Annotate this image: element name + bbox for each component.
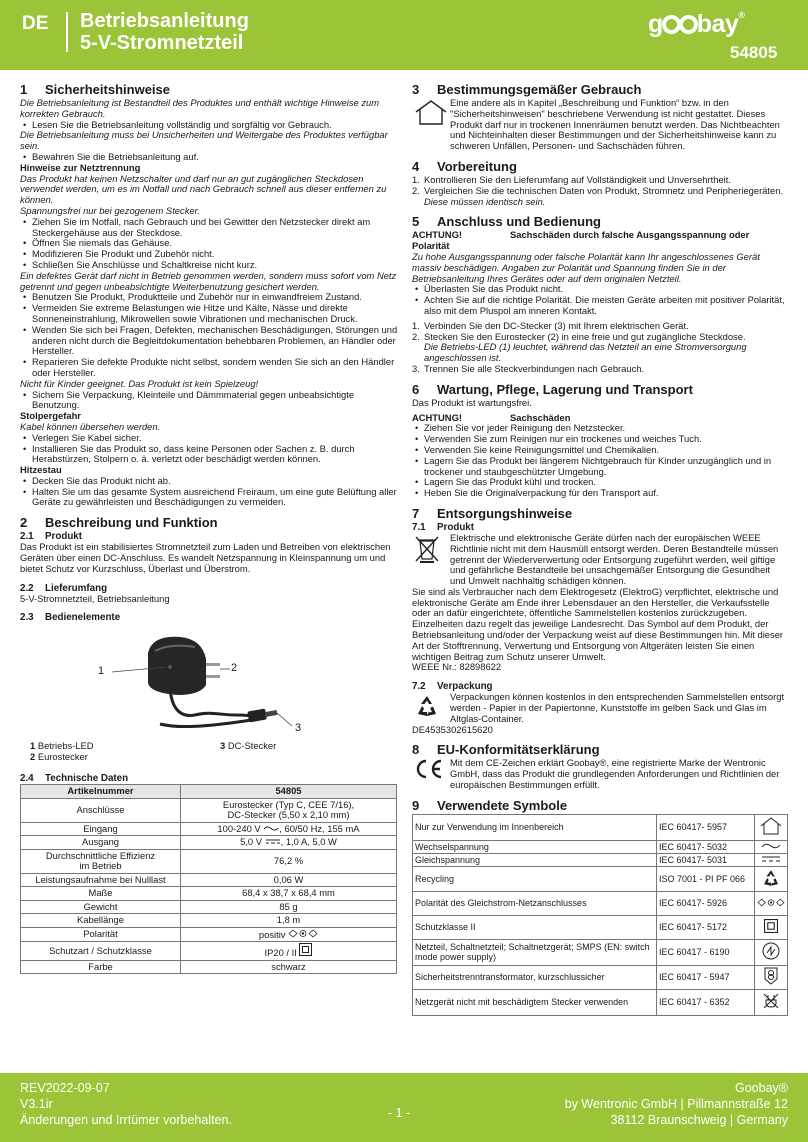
paragraph: Mit dem CE-Zeichen erklärt Goobay®, eine registrierte Marke der Wentronic GmbH, dass das Produkt die grundlegenden Anforderungen und Richtlinien der europäischen Bestimmungen erfüllt. [450,757,780,791]
article-number: 54805 [730,43,778,62]
subheading: Hinweise zur Netztrennung [20,161,141,173]
list-item: 1. Kontrollieren Sie den Lieferumfang auf Vollständigkeit und Unversehrtheit. [412,173,731,185]
table-cell [755,891,788,915]
callout-dc-stecker: 3 [295,722,302,735]
section-3-heading [412,82,788,97]
table-row [21,785,397,799]
subsection-title: Verpackung [437,681,493,693]
recycling-icon [414,693,440,719]
power-adapter-image [20,623,398,741]
section-number: 7 [412,505,420,521]
logo-ring-icon [679,15,698,34]
polarity-icon [288,929,318,938]
table-cell [755,814,788,840]
revision: REV2022-09-07 [20,1081,110,1095]
weee-bin-icon [414,534,440,564]
subsection-title: Bedienelemente [45,612,121,624]
paragraph: Elektrische und elektronische Geräte dürfen nach der europäischen WEEE Richtlinie nicht mit dem Hausmüll entsorgt werden. Deren Bestandteile müssen getrennt der Wiederverwertung oder Entsorgung zugeführt werden, weil giftige und gefährliche Bestandteile bei unsachgemäßer Entsorgung die Gesundheit und Umwelt nachhaltig schädigen können. [450,531,779,587]
paragraph: Verpackungen können kostenlos in den entsprechenden Sammelstellen entsorgt werden - Papier in der Papiertonne, Kunststoffe im gelben Sack und Glas im Altglas-Container. [450,691,785,724]
warning-title: Sachschäden [510,411,571,423]
table-row [21,914,397,928]
section-6-heading [412,382,788,397]
list-item: 3. Trennen Sie alle Steckverbindungen nach Gebrauch. [412,362,645,374]
section-number: 3 [412,82,420,97]
paragraph: Ein defektes Gerät darf nicht in Betrieb genommen werden, sondern muss sofort vom Netz getrennt und gegen unbeabsichtigte Weiterbenutzung gesichert werden. [20,269,397,292]
cell-text: positiv [258,928,286,940]
ce-mark-icon [414,759,444,779]
paragraph: Die Betriebsanleitung muss bei Unsicherheiten und Weitergabe des Produktes verfügbar sein. [20,129,388,152]
cell-text: IP20 / II [264,947,297,959]
cell-text: 5,0 V [240,836,262,848]
table-header: Artikelnummer [21,785,181,799]
table-cell [21,849,181,873]
list-item: • Öffnen Sie niemals das Gehäuse. [20,238,398,249]
table-cell: Polarität des Gleichstrom-Netzanschlusses [413,891,657,915]
table-row [21,927,397,942]
registration-number: DE4535302615620 [412,723,493,735]
list-item: • Halten Sie um das gesamte System ausreichend Freiraum, um eine gute Belüftung aller Geräte zu gewährleisten und Beschädigungen zu vermeiden. [20,487,398,509]
weee-block [412,533,788,587]
table-row [21,900,397,914]
bullet-list [20,217,398,271]
list-text: Stecken Sie den Eurostecker (2) in eine freie und gut zugängliche Steckdose. [424,330,746,342]
table-row [413,840,788,853]
list-text: Trennen Sie alle Steckverbindungen nach Gebrauch. [424,362,645,374]
table-cell: Farbe [21,960,181,974]
subsection-title: Produkt [437,521,475,533]
footer-right [565,1080,788,1128]
weee-number: WEEE Nr.: 82898622 [412,661,502,673]
list-item: • Wenden Sie sich bei Fragen, Defekten, mechanischen Beschädigungen, Störungen und anderen nicht durch die Begleitdokumentation behebbaren Problemen, an Händler oder Hersteller. [20,325,398,357]
subheading: Stolpergefahr [20,410,81,422]
paragraph: Das Produkt ist wartungsfrei. [412,396,532,408]
table-cell: Kabellänge [21,914,181,928]
table-row [413,939,788,965]
language-code: DE [22,13,49,34]
list-item: • Lesen Sie die Betriebsanleitung vollständig und sorgfältig vor Gebrauch. [20,120,398,131]
table-cell [755,939,788,965]
callout-eurostecker: 2 [231,662,238,675]
section-title: Bestimmungsgemäßer Gebrauch [437,82,642,97]
bullet-list [412,423,788,499]
house-icon [414,99,448,125]
section-number: 6 [412,381,420,397]
table-row [21,836,397,850]
cell-line: Eurostecker (Typ C, CEE 7/16), [222,798,355,810]
paragraph: Eine andere als in Kapitel „Beschreibung und Funktion“ bzw. in den "Sicherheitshinweisen" beschriebene Verwendung ist nicht gestattet. Dieses Produkt darf nur in trockenen Innenräumen benutzt werden. Das Nichtbeachten und Nichteinhalten dieser Bestimmungen und der Sicherheitshinweise kann zu schweren Unfällen, Personen- und Sachschäden führen. [450,97,780,152]
list-item: • Installieren Sie das Produkt so, dass keine Personen oder Sachen z. B. durch Herabstürzen, Stolpern o. ä. verletzt oder beschädigt werden können. [20,444,398,466]
list-item: • Ziehen Sie vor jeder Reinigung den Netzstecker. [412,423,788,434]
section-number: 9 [412,797,420,813]
version: V3.1ir [20,1097,53,1111]
list-item: 2. Stecken Sie den Eurostecker (2) in eine freie und gut zugängliche Steckdose. Die Betriebs-LED (1) leuchtet, während das Netzteil an eine Stromversorgung angeschlossen ist. [412,332,788,364]
table-cell: 0,06 W [181,873,397,887]
section-9-heading [412,798,788,813]
list-item: • Verlegen Sie Kabel sicher. [20,433,398,444]
note: Die Betriebs-LED (1) leuchtet, während das Netzteil an eine Stromversorgung angeschlossen ist. [424,341,747,364]
list-item: 2. Vergleichen Sie die technischen Daten von Produkt, Stromnetz und Peripheriegeräten. Diese müssen identisch sein. [412,186,788,208]
ac-icon [263,825,279,832]
paragraph: Spannungsfrei nur bei gezogenem Stecker. [20,204,200,216]
section-7-heading [412,506,788,521]
cell-line: im Betrieb [79,860,122,872]
polarity-icon [757,898,785,907]
cell-text: 100-240 V [217,822,261,834]
table-cell: Eingang [21,822,181,836]
callout-led: 1 [98,665,105,678]
list-item: • Modifizieren Sie Produkt und Zubehör nicht. [20,249,398,260]
legend-item [30,752,88,763]
technical-data-table [20,784,397,974]
list-item: • Bewahren Sie die Betriebsanleitung auf. [20,152,398,163]
table-cell [755,840,788,853]
table-row [413,989,788,1015]
section-title: Vorbereitung [437,158,517,174]
warning-label: ACHTUNG! [412,411,462,423]
left-column [20,82,398,974]
symbols-table [412,814,788,1016]
list-item: • Lagern Sie das Produkt kühl und trocken. [412,477,788,488]
section-5-heading [412,214,788,229]
table-row [413,915,788,939]
bullet-list [20,292,398,378]
section-title: Wartung, Pflege, Lagerung und Transport [437,381,693,397]
table-row [21,887,397,901]
recycling-icon [761,868,781,888]
section-title: Anschluss und Bedienung [437,214,601,230]
paragraph: Zu hohe Ausgangsspannung oder falsche Polarität kann Ihr angeschlossenes Gerät massiv beschädigen. Angaben zur Polarität und Spannung finden Sie in der Betriebsanleitung Ihres Gerätes oder auf dem originalen Netzteil. [412,250,760,284]
section-title: EU-Konformitätserklärung [437,742,600,758]
table-cell [755,989,788,1015]
list-text: Kontrollieren Sie den Lieferumfang auf Vollständigkeit und Unversehrtheit. [424,173,731,185]
table-row [413,853,788,866]
footer-left [20,1080,232,1128]
table-cell: Sicherheitstrenntransformator, kurzschlussicher [413,965,657,989]
table-cell [181,822,397,836]
class-ii-icon [764,919,778,933]
paragraph: Die Betriebsanleitung ist Bestandteil des Produktes und enthält wichtige Hinweise zum korrekten Gebrauch. [20,97,380,119]
header-bar [0,0,808,70]
list-item: • Lagern Sie das Produkt bei längerem Nichtgebrauch für Kinder unzugänglich und in trockener und staubgeschützter Umgebung. [412,456,788,478]
cell-text: , 1,0 A, 5,0 W [280,836,337,848]
subsection-number: 2.3 [20,612,34,624]
table-cell [181,798,397,822]
dc-icon [265,838,281,845]
logo-text-a: g [648,10,663,38]
right-column [412,82,788,1016]
note: Diese müssen identisch sein. [424,195,546,207]
list-item: • Achten Sie auf die richtige Polarität. Die meisten Geräte arbeiten mit positiver Polarität, also mit dem Pluspol am inneren Kontakt. [412,295,788,317]
legend-text: Eurostecker [37,751,88,763]
house-icon [760,817,782,835]
cell-line: Durchschnittliche Effizienz [45,849,156,861]
section-2-heading [20,515,398,530]
paragraph: Sie sind als Verbraucher nach dem Elektrogesetz (ElektroG) verpflichtet, elektrische und elektronische Geräte am Ende ihrer Lebensdauer an den Hersteller, die Verkaufsstelle oder an dafür eingerichtete, öffentliche Sammelstellen kostenlos zurückzugeben. Einzelheiten dazu regelt das jeweilige Landesrecht. Das Symbol auf dem Produkt, der Betriebsanleitung und/oder der Verpackung weist auf diese Bestimmungen hin. Mit dieser Art der Stofftrennung, Verwertung und Entsorgung von Altgeräten leisten Sie einen wichtigen Beitrag zum Schutz unserer Umwelt. [412,585,784,662]
table-cell: Anschlüsse [21,798,181,822]
table-row [21,798,397,822]
table-cell: 76,2 % [181,849,397,873]
damaged-plug-icon [762,992,780,1010]
logo-registered: ® [738,10,745,20]
section-number: 8 [412,742,420,758]
header-divider [66,12,68,52]
table-cell [181,942,397,961]
subsection-heading [20,773,398,784]
legend-number: 2 [30,751,36,763]
table-cell: Gewicht [21,900,181,914]
section-number: 5 [412,214,420,230]
table-cell: IEC 60417- 5032 [657,840,755,853]
table-cell: Ausgang [21,836,181,850]
subsection-number: 2.1 [20,531,34,543]
product-illustration [20,623,398,741]
table-cell: ISO 7001 - PI PF 066 [657,866,755,891]
cell-line: DC-Stecker (5,50 x 2,10 mm) [227,809,350,821]
table-cell: schwarz [181,960,397,974]
paragraph: Das Produkt ist ein stabilisiertes Stromnetzteil zum Laden und Betreiben von elektrischen Geräten über einen DC-Anschluss. Es wandelt Netzspannung in Kleinspannung um und bietet Schutz vor Kurzschluss, Überlast und Überstrom. [20,541,391,574]
list-item: • Ziehen Sie im Notfall, nach Gebrauch und bei Gewitter den Netzstecker direkt am Steckergehäuse aus der Steckdose. [20,217,398,239]
table-cell: Leistungsaufnahme bei Nulllast [21,873,181,887]
brand-name: Goobay® [735,1081,788,1095]
table-cell: IEC 60417- 5957 [657,814,755,840]
subsection-number: 2.2 [20,582,34,594]
table-cell: Wechselspannung [413,840,657,853]
bullet-list [412,284,788,316]
table-cell: Netzgerät nicht mit beschädigtem Stecker verwenden [413,989,657,1015]
footer-bar [0,1073,808,1142]
table-cell: 85 g [181,900,397,914]
section-number: 4 [412,158,420,174]
packaging-block [412,692,788,724]
bullet-list [20,433,398,465]
logo-ring-icon [662,15,681,34]
table-row [413,891,788,915]
table-cell: Schutzart / Schutzklasse [21,942,181,961]
warning-title: Sachschäden durch falsche Ausgangsspannung oder Polarität [412,229,750,252]
ce-block [412,758,788,790]
disclaimer: Änderungen und Irrtümer vorbehalten. [20,1113,232,1127]
subsection-title: Produkt [45,531,83,543]
table-cell: 1,8 m [181,914,397,928]
table-cell: Netzteil, Schaltnetzteil; Schaltnetzgerät; SMPS (EN: switch mode power supply) [413,939,657,965]
list-item: • Schließen Sie Anschlüsse und Schaltkreise nicht kurz. [20,260,398,271]
table-cell [755,853,788,866]
table-cell: Gleichspannung [413,853,657,866]
table-cell: IEC 60417- 5926 [657,891,755,915]
bullet-list [20,152,398,163]
section-8-heading [412,742,788,757]
list-item: • Sichern Sie Verpackung, Kleinteile und Dämmmaterial gegen unbeabsichtigte Benutzung. [20,390,398,412]
table-cell: 68,4 x 38,7 x 68,4 mm [181,887,397,901]
table-header: 54805 [181,785,397,799]
subsection-title: Lieferumfang [45,582,108,594]
table-cell [755,965,788,989]
paragraph: Nicht für Kinder geeignet. Das Produkt ist kein Spielzeug! [20,377,259,389]
smps-icon [762,942,780,960]
list-item: • Überlasten Sie das Produkt nicht. [412,284,788,295]
table-row [21,942,397,961]
list-item: • Benutzen Sie Produkt, Produktteile und Zubehör nur in einwandfreiem Zustand. [20,292,398,303]
list-text: Vergleichen Sie die technischen Daten von Produkt, Stromnetz und Peripheriegeräten. [424,184,784,196]
address-line-1: by Wentronic GmbH | Pillmannstraße 12 [564,1097,788,1111]
list-item: • Decken Sie das Produkt nicht ab. [20,476,398,487]
section-4-heading [412,159,788,174]
table-cell [181,927,397,942]
list-item: • Verwenden Sie zum Reinigen nur ein trockenes und weiches Tuch. [412,434,788,445]
list-item: • Reparieren Sie defekte Produkte nicht selbst, sondern wenden Sie sich an den Händler oder Hersteller. [20,357,398,379]
table-row [21,873,397,887]
table-cell: IEC 60417 - 6190 [657,939,755,965]
section-title: Entsorgungshinweise [437,505,573,521]
table-cell: IEC 60417- 5172 [657,915,755,939]
paragraph: 5-V-Stromnetzteil, Betriebsanleitung [20,592,170,604]
dc-icon [761,855,781,863]
section-1-heading [20,82,398,97]
table-cell: Nur zur Verwendung im Innenbereich [413,814,657,840]
section-title: Sicherheitshinweise [45,82,170,97]
intended-use-block [412,98,788,152]
legend-text: DC-Stecker [227,740,277,752]
document-title [80,10,249,54]
logo-text-b: bay [696,10,739,38]
goobay-logo [648,10,745,39]
section-number: 2 [20,515,28,531]
table-row [413,965,788,989]
subheading: Hitzestau [20,464,62,476]
numbered-list [412,321,788,375]
bullet-list [20,390,398,412]
legend-text: Betriebs-LED [37,740,94,752]
class-ii-icon [299,943,312,956]
subsection-number: 2.4 [20,773,34,785]
list-text: Verbinden Sie den DC-Stecker (3) mit Ihrem elektrischen Gerät. [424,319,689,331]
subsection-title: Technische Daten [45,773,129,785]
paragraph: Kabel können übersehen werden. [20,420,161,432]
list-item: • Heben Sie die Originalverpackung für den Transport auf. [412,488,788,499]
table-cell [755,866,788,891]
ac-icon [761,842,781,850]
subsection-heading [20,612,398,623]
table-cell: IEC 60417 - 6352 [657,989,755,1015]
table-row [21,960,397,974]
legend [20,741,398,765]
transformer-icon [762,967,780,985]
table-cell: Maße [21,887,181,901]
legend-number: 3 [220,740,226,752]
table-cell [755,915,788,939]
legend-number: 1 [30,740,36,752]
table-row [413,814,788,840]
table-cell: IEC 60417 - 5947 [657,965,755,989]
title-line-1: Betriebsanleitung [80,10,249,32]
list-item: • Verwenden Sie keine Reinigungsmittel und Chemikalien. [412,445,788,456]
legend-item [220,741,276,752]
warning-line [412,230,788,252]
table-cell: Schutzklasse II [413,915,657,939]
table-row [21,849,397,873]
subsection-number: 7.1 [412,521,426,533]
section-number: 1 [20,82,28,97]
list-item: 1. Verbinden Sie den DC-Stecker (3) mit Ihrem elektrischen Gerät. [412,319,689,331]
address-line-2: 38112 Braunschweig | Germany [610,1113,788,1127]
numbered-list [412,175,788,207]
subsection-number: 7.2 [412,681,426,693]
table-cell [181,836,397,850]
table-row [413,866,788,891]
paragraph: Das Produkt hat keinen Netzschalter und darf nur an gut zugänglichen Steckdosen verwendet werden, um es im Notfall und nach Gebrauch schnell aus dieser entfernen zu können. [20,172,387,206]
cell-text: , 60/50 Hz, 155 mA [279,822,360,834]
table-cell: IEC 60417- 5031 [657,853,755,866]
page-number: - 1 - [388,1106,411,1120]
list-item: • Vermeiden Sie extreme Belastungen wie Hitze und Kälte, Nässe und direkte Sonneneinstrahlung, Mikrowellen sowie Vibrationen und mechanischen Druck. [20,303,398,325]
title-line-2: 5-V-Stromnetzteil [80,32,244,54]
section-title: Verwendete Symbole [437,797,568,813]
table-cell: Recycling [413,866,657,891]
bullet-list [20,476,398,508]
bullet-list [20,120,398,131]
table-cell: Polarität [21,927,181,942]
table-row [21,822,397,836]
section-title: Beschreibung und Funktion [45,515,218,531]
warning-label: ACHTUNG! [412,229,462,241]
